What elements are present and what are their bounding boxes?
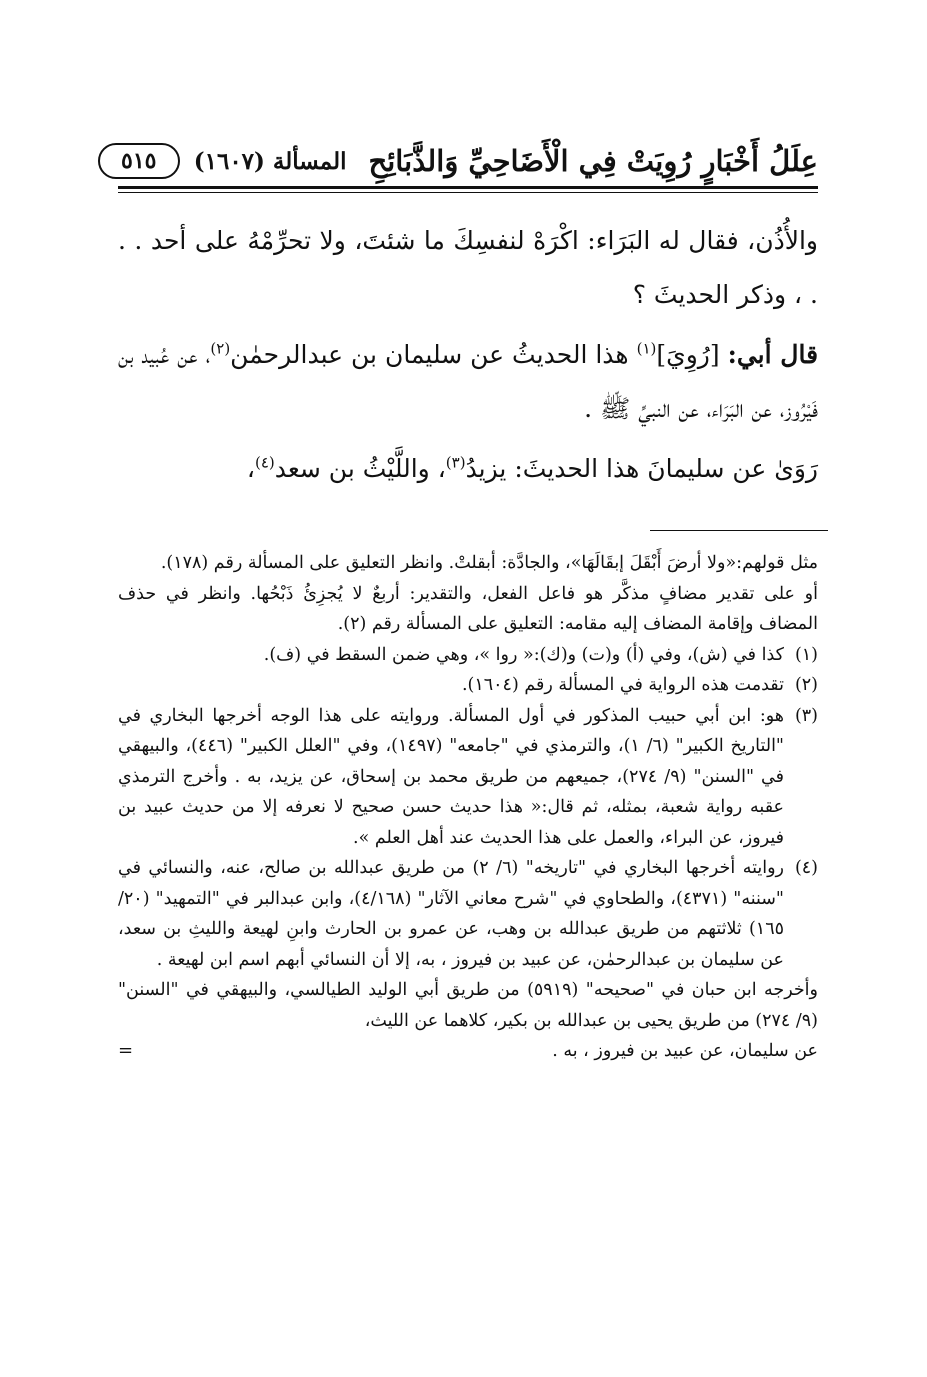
- main-text: [118, 214, 818, 502]
- footnote-ref[interactable]: (٢): [210, 339, 231, 358]
- footnote-number: (٤): [794, 858, 818, 878]
- paragraph-text: والأُذُن، فقال له البَرَاء: اكْرَهْ لنفسِكَ ما شئتَ، ولا تحرِّمْهُ على أحد . . . ، وذكر الحديثَ ؟: [118, 226, 818, 309]
- editorial-bracket: [رُوِيَ]: [656, 340, 720, 369]
- footnote-ref[interactable]: (١): [636, 339, 657, 358]
- running-header: [118, 138, 818, 184]
- footnotes: [118, 548, 818, 1067]
- footnote-continuation: مثل قولهم:«ولا أرضَ أَبْقَلَ إبقَالَهَا»، والجادَّة: أبقلتْ. وانظر التعليق على المسألة رقم (١٧٨).: [160, 553, 818, 573]
- paragraph-text: ، عن عُبيد بن فَيْرُوز، عن البَرَاء، عن النبيِّ ﷺ .: [118, 340, 818, 423]
- header-rule-thin: [118, 192, 818, 193]
- footnote-4: [118, 853, 818, 975]
- book-title: عِلَلُ أَخْبَارٍ رُوِيَتْ فِي الْأَضَاحِيِّ وَالذَّبَائِحِ: [368, 144, 818, 178]
- continuation-mark: =: [118, 1040, 134, 1061]
- paragraph: [118, 442, 818, 496]
- paragraph-text: ،: [246, 454, 255, 483]
- paragraph: [118, 328, 818, 436]
- paragraph-text: رَوَىٰ عن سليمانَ هذا الحديثَ: يزيدُ: [465, 454, 818, 483]
- footnote-text: تقدمت هذه الرواية في المسألة رقم (١٦٠٤).: [461, 675, 784, 695]
- footnote-continuation: أو على تقدير مضافٍ مذكَّر هو فاعل الفعل، والتقدير: أربعٌ لا يُجزِئُ ذَبْحُها. وانظر في حذف المضاف وإقامة المضاف إليه مقامه: التعليق على المسألة رقم (٢).: [118, 583, 818, 634]
- footnote-text: هو: ابن أبي حبيب المذكور في أول المسألة. وروايته على هذا الوجه أخرجها البخاري في "التاريخ الكبير" (٦/ ١)، والترمذي في "جامعه" (١٤٩٧)، وفي "العلل الكبير" (٤٤٦)، والبيهقي في "السنن" (٩/ ٢٧٤)، جميعهم من طريق محمد بن إسحاق، عن يزيد، به . وأخرج الترمذي عقبه رواية شعبة، بمثله، ثم قال:« هذا حديث حسن صحيح لا نعرفه إلا من حديث عبيد بن فيروز، عن البراء، والعمل على هذا الحديث عند أهل العلم ».: [118, 705, 784, 848]
- footnote-number: (٢): [794, 675, 818, 695]
- paragraph: [118, 214, 818, 322]
- footnote-text: كذا في (ش)، وفي (أ) و(ت) و(ك):« روا »، وهي ضمن السقط في (ف).: [263, 644, 784, 665]
- footnote-text: وأخرجه ابن حبان في "صحيحه" (٥٩١٩) من طريق أبي الوليد الطيالسي، والبيهقي في "السنن" (٩/ ٢٧٤) من طريق يحيى بن عبدالله بن بكير، كلاهما عن الليث،: [118, 980, 818, 1031]
- footnote-text: عن سليمان، عن عبيد بن فيروز ، به .: [552, 1041, 818, 1061]
- issue-number: المسألة (١٦٠٧): [193, 147, 347, 175]
- paragraph-text: هذا الحديثُ عن سليمان بن عبدالرحمٰن: [230, 340, 629, 369]
- paragraph-text: ، واللَّيْثُ بن سعد: [274, 454, 446, 483]
- footnote-3: [118, 701, 818, 854]
- footnote-number: (١): [794, 644, 818, 665]
- footnote-tail: [118, 1036, 818, 1067]
- footnote-number: (٣): [794, 705, 818, 726]
- footnote-text: روايته أخرجها البخاري في "تاريخه" (٦/ ٢) من طريق عبدالله بن صالح، عنه، والنسائي في "سننه" (٤٣٧١)، والطحاوي في "شرح معاني الآثار" (٤/١٦٨)، وابن عبدالبر في "التمهيد" (٢٠/ ١٦٥) ثلاثتهم من طريق عبدالله بن وهب، عن عمرو بن الحارث وابنِ لهيعة والليثِ بن سعد، عن سليمان بن عبدالرحمٰن، عن عبيد بن فيروز ، به، إلا أن النسائي أبهم اسم ابن لهيعة .: [118, 858, 785, 970]
- footnote-1: [118, 640, 818, 671]
- footnote-ref[interactable]: (٣): [445, 453, 466, 472]
- header-rule-thick: [118, 186, 818, 189]
- speaker-label: قال أبي:: [727, 340, 819, 369]
- footnote-separator: [650, 530, 828, 531]
- footnote-ref[interactable]: (٤): [254, 453, 275, 472]
- page-number-badge: ٥١٥: [98, 143, 180, 179]
- footnote-2: [118, 670, 818, 701]
